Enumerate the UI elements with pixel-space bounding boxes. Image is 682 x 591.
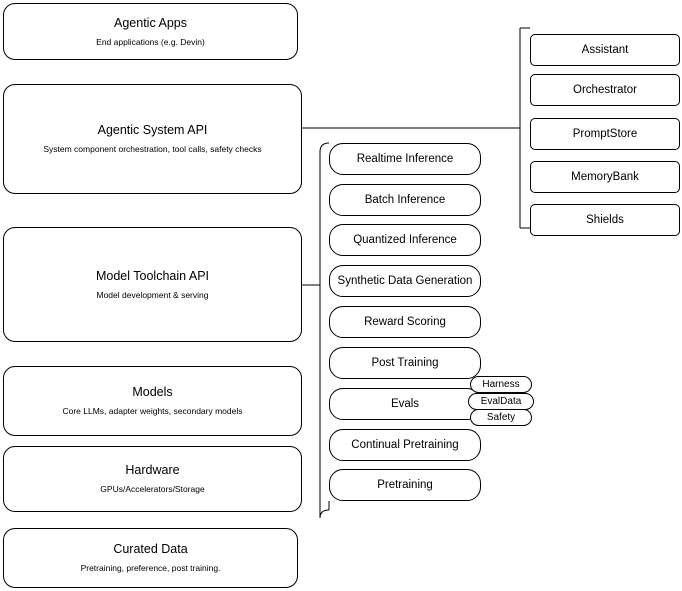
stack-layer-hardware[interactable] (3, 446, 302, 512)
toolchain-item-post-training[interactable] (329, 347, 481, 379)
stack-layer-subtitle: End applications (e.g. Devin) (96, 36, 205, 47)
toolchain-item-label: Pretraining (377, 479, 433, 491)
stack-layer-subtitle: Model development & serving (96, 289, 209, 300)
toolchain-item-label: Batch Inference (364, 194, 446, 206)
toolchain-item-label: Realtime Inference (356, 153, 454, 165)
toolchain-item-evals[interactable] (329, 388, 481, 420)
system-component-orchestrator[interactable] (530, 74, 680, 106)
toolchain-item-label: Continual Pretraining (351, 439, 459, 451)
stack-layer-subtitle: Core LLMs, adapter weights, secondary models (62, 406, 243, 416)
stack-layer-title: Curated Data (113, 542, 188, 556)
toolchain-item-label: Evals (390, 398, 420, 410)
stack-layer-agentic-system-api[interactable] (3, 84, 302, 194)
stack-layer-subtitle: Pretraining, preference, post training. (80, 563, 221, 573)
toolchain-item-label: Quantized Inference (353, 234, 457, 246)
stack-layer-subtitle: System component orchestration, tool calls, safety checks (43, 144, 262, 154)
system-component-label: Orchestrator (573, 84, 637, 96)
system-component-label: Shields (586, 214, 624, 226)
eval-pill-label: EvalData (480, 396, 522, 407)
stack-layer-curated-data[interactable] (3, 528, 298, 588)
eval-pill-harness[interactable] (470, 376, 532, 393)
eval-pill-safety[interactable] (470, 409, 532, 426)
system-component-memorybank[interactable] (530, 161, 680, 193)
stack-layer-title: Model Toolchain API (95, 268, 210, 283)
toolchain-item-pretraining[interactable] (329, 469, 481, 501)
stack-layer-model-toolchain-api[interactable] (3, 227, 302, 342)
toolchain-item-label: Post Training (371, 357, 439, 369)
system-component-shields[interactable] (530, 204, 680, 236)
eval-pill-label: Safety (486, 412, 516, 423)
eval-pill-evaldata[interactable] (468, 393, 534, 410)
system-component-label: Assistant (581, 44, 629, 56)
system-component-label: PromptStore (572, 128, 638, 140)
system-component-promptstore[interactable] (530, 118, 680, 150)
stack-layer-title: Agentic System API (97, 123, 208, 137)
stack-layer-agentic-apps[interactable] (3, 3, 298, 60)
stack-layer-models[interactable] (3, 366, 302, 436)
toolchain-item-batch-inference[interactable] (329, 184, 481, 216)
system-component-label: MemoryBank (571, 171, 639, 183)
toolchain-item-quantized-inference[interactable] (329, 224, 481, 256)
toolchain-item-reward-scoring[interactable] (329, 306, 481, 338)
system-component-assistant[interactable] (530, 34, 680, 66)
stack-layer-subtitle: GPUs/Accelerators/Storage (100, 484, 205, 494)
stack-layer-title: Models (132, 385, 173, 399)
toolchain-item-synthetic-data-generation[interactable] (329, 265, 481, 297)
toolchain-item-realtime-inference[interactable] (329, 143, 481, 175)
stack-layer-title: Agentic Apps (114, 15, 187, 30)
stack-layer-title: Hardware (125, 463, 180, 477)
toolchain-item-continual-pretraining[interactable] (329, 429, 481, 461)
toolchain-item-label: Synthetic Data Generation (337, 275, 473, 287)
eval-pill-label: Harness (482, 379, 520, 390)
toolchain-item-label: Reward Scoring (364, 316, 446, 328)
